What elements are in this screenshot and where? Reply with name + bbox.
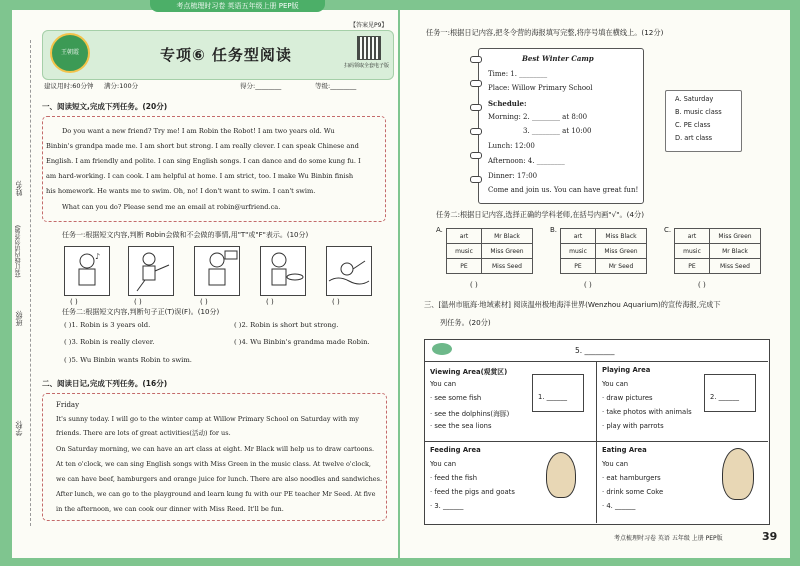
diary-line: in the afternoon, we can cook our dinner with Miss Reed. It'll be fun. bbox=[56, 505, 284, 513]
score-field[interactable]: 得分:________ bbox=[240, 82, 282, 90]
diary-line: After lunch, we can go to the playground and learn kung fu with our PE teacher Mr Seed. At five bbox=[56, 490, 376, 498]
passage-line: Do you want a new friend? Try me! I am Robin the Robot! I am two years old. Wu bbox=[62, 127, 335, 135]
section3-title-cont: 列任务。(20分) bbox=[440, 318, 491, 327]
section1-title: 一、阅读短文,完成下列任务。(20分) bbox=[42, 102, 168, 111]
full-score: 满分:100分 bbox=[104, 82, 139, 90]
diary-line: On Saturday morning, we can have an art class at eight. Mr Black will help us to draw cartoons. bbox=[56, 445, 375, 453]
school-label: 学校: bbox=[15, 420, 23, 437]
viewing-item: · see the sea lions bbox=[430, 422, 492, 430]
feeding-you-can: You can bbox=[430, 460, 457, 468]
diary-line: friends. There are lots of great activities(活动) for us. bbox=[56, 429, 231, 437]
footer-text: 考点梳理时习卷 英语 五年级 上册 PEP版 bbox=[614, 535, 723, 542]
viewing-item: · see some fish bbox=[430, 394, 482, 402]
notebook-morning[interactable]: Morning: 2. ________ at 8:00 bbox=[488, 113, 588, 121]
notebook-place: Place: Willow Primary School bbox=[488, 84, 593, 92]
passage-line: Binbin's grandpa made me. I am short but strong. I am really clever. I can speak Chinese and bbox=[46, 142, 359, 150]
playing-item: · play with parrots bbox=[602, 422, 664, 430]
playing-blank[interactable]: 2. ______ bbox=[710, 393, 740, 401]
diary-line: we can have beef, hamburgers and orange juice for lunch. There are also noodles and sandwiches. bbox=[56, 475, 383, 483]
notebook-ten[interactable]: 3. ________ at 10:00 bbox=[523, 127, 592, 135]
robot-picture-speak bbox=[194, 246, 240, 296]
poster-divider bbox=[424, 441, 768, 442]
tf-item[interactable]: ( )4. Wu Binbin's grandma made Robin. bbox=[234, 338, 370, 346]
notebook-ring bbox=[470, 56, 482, 63]
child-feeding-illustration bbox=[546, 452, 576, 498]
tf-item[interactable]: ( )5. Wu Binbin wants Robin to swim. bbox=[64, 356, 192, 364]
playing-item: · take photos with animals bbox=[602, 408, 692, 416]
option-b: B. music class bbox=[675, 108, 722, 116]
option-c: C. PE class bbox=[675, 121, 711, 129]
viewing-area-title: Viewing Area(观赏区) bbox=[430, 368, 508, 376]
diary-line: It's sunny today. I will go to the winter camp at Willow Primary School on Saturday with my bbox=[56, 415, 359, 423]
answer-paren[interactable]: ( ) bbox=[134, 298, 142, 306]
notebook-time[interactable]: Time: 1. ________ bbox=[488, 70, 548, 78]
answer-paren[interactable]: ( ) bbox=[584, 281, 592, 289]
answer-reference: 【答案见P9】 bbox=[350, 22, 388, 29]
diary-line: At ten o'clock, we can sing English songs with Miss Green in the music class. At twelve o'clock, bbox=[56, 460, 371, 468]
notebook-ring bbox=[470, 104, 482, 111]
notebook-afternoon[interactable]: Afternoon: 4. ________ bbox=[488, 157, 565, 165]
passage-line: English. I am friendly and polite. I can sing English songs. I can dance and do some kung fu. I bbox=[46, 157, 361, 165]
notebook-lunch: Lunch: 12:00 bbox=[488, 142, 535, 150]
binding-note: (装订线内请勿答题) bbox=[15, 225, 22, 278]
right-task2-instruction: 任务二:根据日记内容,选择正确的学科老师,在括号内画"√"。(4分) bbox=[436, 210, 645, 219]
robot-picture-cook bbox=[260, 246, 306, 296]
child-eating-illustration bbox=[722, 448, 754, 500]
choice-c-label: C. bbox=[664, 226, 672, 234]
choice-a-label: A. bbox=[436, 226, 443, 234]
section2-title: 二、阅读日记,完成下列任务。(16分) bbox=[42, 379, 168, 388]
top-strip: 考点梳理时习卷 英语五年级上册 PEP版 bbox=[150, 0, 325, 12]
robot-picture-sing bbox=[64, 246, 110, 296]
publisher-logo: 王朝霞 bbox=[50, 33, 90, 73]
teacher-table-c: art Miss Green music Mr Black PE Miss Seed bbox=[674, 228, 761, 274]
answer-paren[interactable]: ( ) bbox=[266, 298, 274, 306]
teacher-table-a: art Mr Black music Miss Green PE Miss Seed bbox=[446, 228, 533, 274]
task1-instruction: 任务一:根据短文内容,判断 Robin会做和不会做的事情,用"T"或"F"表示。(10分) bbox=[62, 231, 309, 239]
passage-line: am hard-working. I can cook. I am helpful at home. I am strict, too. I make Wu Binbin finish bbox=[46, 172, 354, 180]
eating-blank[interactable]: · 4. ______ bbox=[602, 502, 636, 510]
poster-divider bbox=[596, 361, 597, 523]
qr-label: 扫码领取全套电子版 bbox=[344, 63, 390, 69]
binding-line bbox=[30, 40, 31, 526]
playing-area-title: Playing Area bbox=[602, 366, 651, 374]
playing-you-can: You can bbox=[602, 380, 629, 388]
robot-picture-swim bbox=[326, 246, 372, 296]
notebook-ring bbox=[470, 128, 482, 135]
playing-item: · draw pictures bbox=[602, 394, 653, 402]
right-task1-instruction: 任务一:根据日记内容,把冬令营的海报填写完整,将序号填在横线上。(12分) bbox=[426, 28, 664, 37]
svg-text:♪: ♪ bbox=[95, 252, 101, 261]
fish-icon bbox=[432, 343, 452, 355]
notebook-dinner: Dinner: 17:00 bbox=[488, 172, 538, 180]
answer-paren[interactable]: ( ) bbox=[332, 298, 340, 306]
passage-line: What can you do? Please send me an email at robin@urfriend.ca. bbox=[62, 203, 281, 211]
page-number: 39 bbox=[762, 530, 778, 543]
time-limit: 建议用时:60分钟 bbox=[44, 82, 94, 90]
answer-paren[interactable]: ( ) bbox=[200, 298, 208, 306]
teacher-table-b: art Miss Black music Miss Green PE Mr Seed bbox=[560, 228, 647, 274]
feeding-area-title: Feeding Area bbox=[430, 446, 481, 454]
notebook-ring bbox=[470, 176, 482, 183]
name-label: 姓名: bbox=[15, 180, 23, 197]
diary-day: Friday bbox=[56, 401, 80, 409]
eating-item: · drink some Coke bbox=[602, 488, 664, 496]
viewing-blank[interactable]: 1. ______ bbox=[538, 393, 568, 401]
viewing-you-can: You can bbox=[430, 380, 457, 388]
tf-item[interactable]: ( )1. Robin is 3 years old. bbox=[64, 321, 151, 329]
feeding-item: · feed the pigs and goats bbox=[430, 488, 515, 496]
feeding-blank[interactable]: · 3. ______ bbox=[430, 502, 464, 510]
qr-code[interactable] bbox=[357, 36, 381, 60]
tf-item[interactable]: ( )2. Robin is short but strong. bbox=[234, 321, 339, 329]
poster-title-blank[interactable]: 5. ________ bbox=[575, 346, 615, 355]
passage-line: his homework. He wants me to swim. Oh, no! I don't want to swim. I can't swim. bbox=[46, 187, 316, 195]
viewing-item: · see the dolphins(海豚) bbox=[430, 410, 510, 418]
option-d: D. art class bbox=[675, 134, 713, 142]
grade-field[interactable]: 等级:________ bbox=[315, 82, 357, 90]
option-a: A. Saturday bbox=[675, 95, 714, 103]
notebook-schedule: Schedule: bbox=[488, 99, 527, 108]
notebook-heading: Best Winter Camp bbox=[522, 54, 594, 63]
eating-item: · eat hamburgers bbox=[602, 474, 661, 482]
choice-b-label: B. bbox=[550, 226, 558, 234]
answer-paren[interactable]: ( ) bbox=[470, 281, 478, 289]
eating-you-can: You can bbox=[602, 460, 629, 468]
answer-paren[interactable]: ( ) bbox=[698, 281, 706, 289]
page-title: 专项⑥ 任务型阅读 bbox=[160, 46, 292, 64]
notebook-ring bbox=[470, 80, 482, 87]
class-label: 班级: bbox=[15, 310, 23, 327]
task2-instruction: 任务二:根据短文内容,判断句子正(T)误(F)。(10分) bbox=[62, 308, 220, 316]
eating-area-title: Eating Area bbox=[602, 446, 647, 454]
notebook-ring bbox=[470, 152, 482, 159]
section3-title: 三、[温州市瓯海·地域素材] 阅读温州极地海洋世界(Wenzhou Aquarium)的宣传海报,完成下 bbox=[424, 300, 721, 309]
answer-paren[interactable]: ( ) bbox=[70, 298, 78, 306]
robot-picture-kungfu bbox=[128, 246, 174, 296]
tf-item[interactable]: ( )3. Robin is really clever. bbox=[64, 338, 155, 346]
feeding-item: · feed the fish bbox=[430, 474, 477, 482]
notebook-closing: Come and join us. You can have great fun! bbox=[488, 186, 639, 194]
